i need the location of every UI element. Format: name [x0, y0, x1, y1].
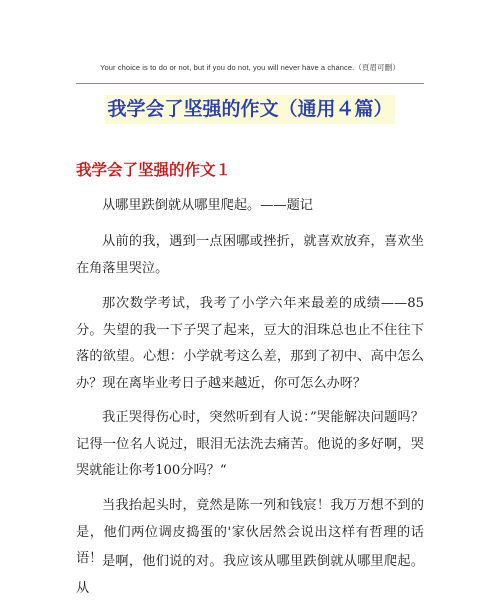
paragraph-text: 那次数学考试，我考了小学六年来最差的成绩——85分。失望的我一下子哭了起来，豆大的泪珠总也止不住往下落的欲望。心想：小学就考这么差，那到了初中、高中怎么办？现在离毕业考日子越来越近，你可怎么办呀？: [76, 296, 424, 391]
header-note: Your choice is to do or not, but if you do not, you will never have a chance.（頁眉可刪）: [100, 63, 400, 72]
paragraph: [76, 291, 424, 397]
document-title-text: 我学会了坚强的作文（通用４篇）: [105, 95, 394, 124]
document-title: [0, 95, 500, 124]
paragraph: [76, 549, 424, 602]
paragraph-text: 是啊，他们说的对。我应该从哪里跌倒就从哪里爬起。从: [76, 554, 424, 596]
paragraph: [76, 193, 424, 220]
paragraph-text: 从前的我，遇到一点困哪或挫折，就喜欢放弃，喜欢坐在角落里哭泣。: [76, 234, 424, 276]
header-divider: [76, 83, 424, 84]
paragraph-text: 当我抬起头时，竟然是陈一列和钱宸！我万万想不到的是，他们两位调皮捣蛋的'家伙居然会说出这样有哲理的话语！: [76, 498, 424, 566]
paragraph: [76, 229, 424, 282]
paragraph-text: 我正哭得伤心时，突然听到有人说：”哭能解决问题吗？记得一位名人说过，眼泪无法洗去痛苦。他说的多好啊，哭哭就能让你考100分吗？“: [76, 410, 424, 478]
paragraph: [76, 405, 424, 485]
paragraph-text: 从哪里跌倒就从哪里爬起。——题记: [102, 198, 313, 213]
section-heading: 我学会了坚强的作文１: [76, 160, 232, 179]
